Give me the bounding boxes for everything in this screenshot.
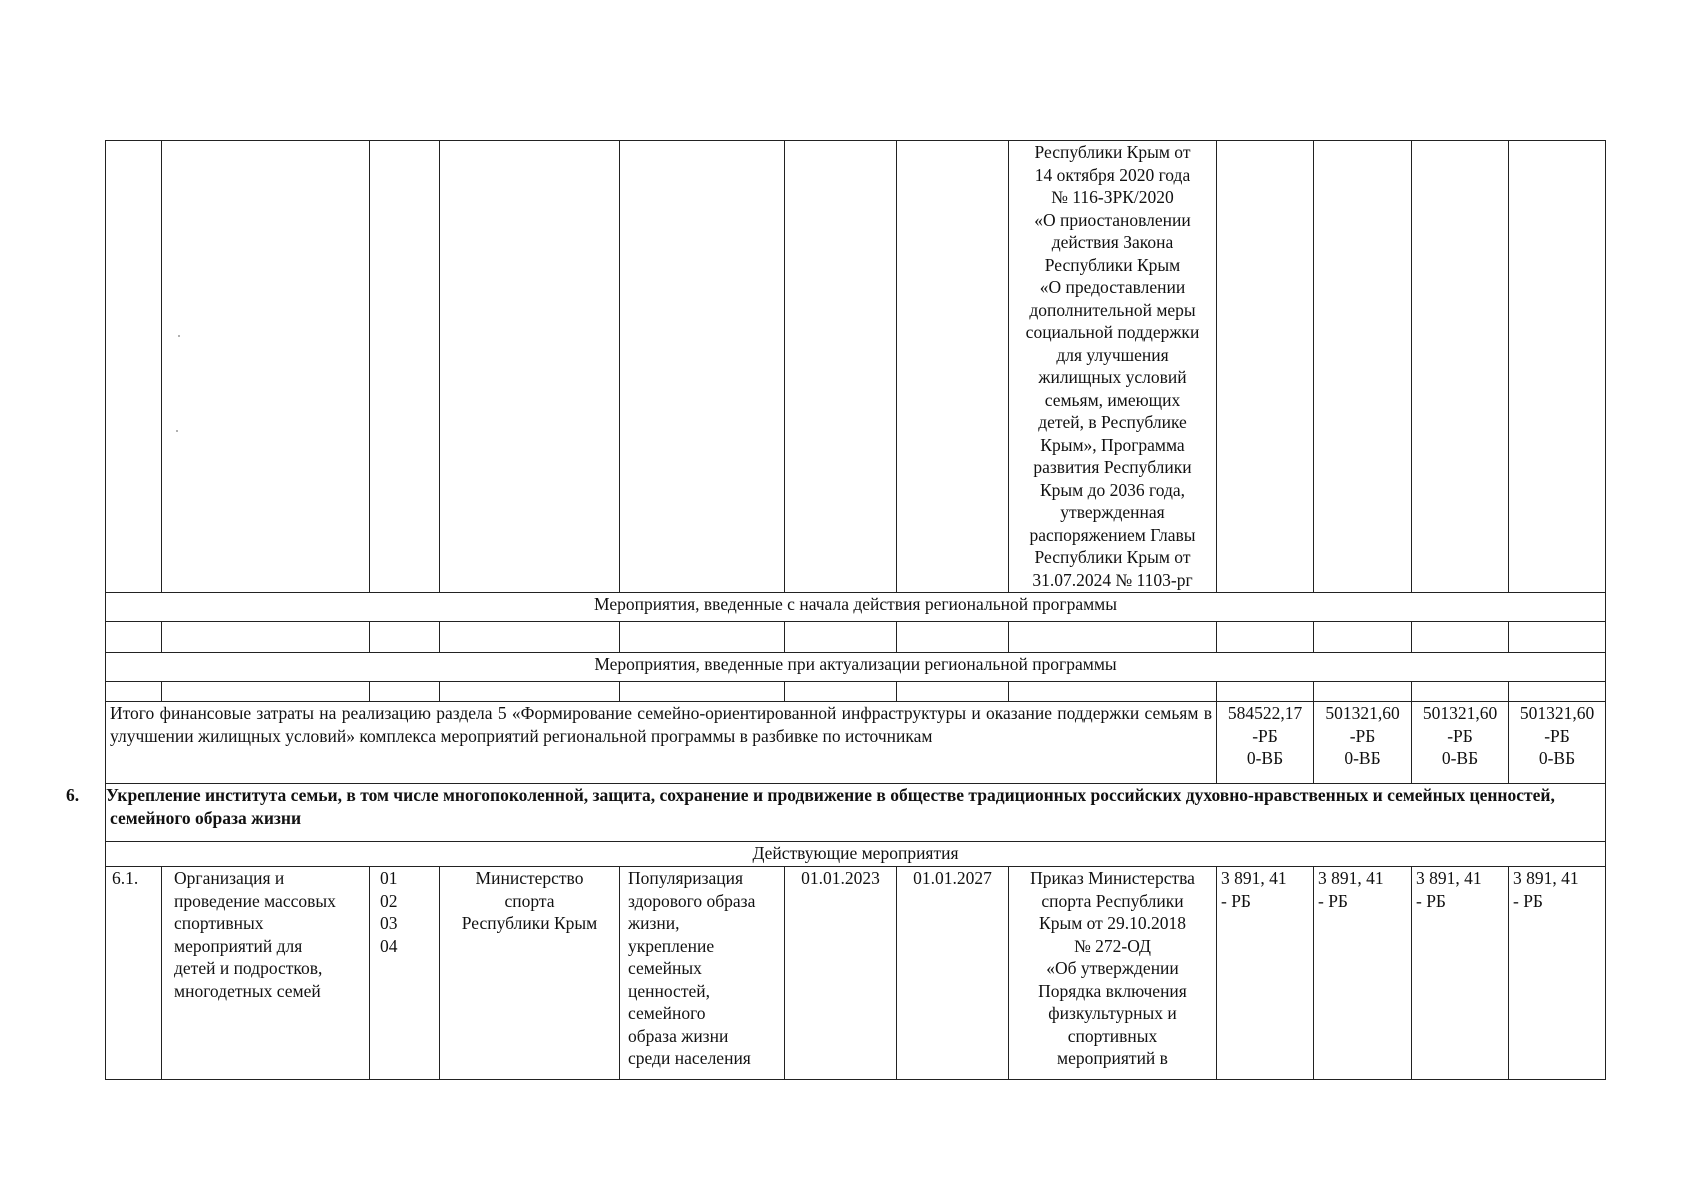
heading-6-row xyxy=(106,784,1606,842)
total-amount-1: 584522,17 -РБ 0-ВБ xyxy=(1217,702,1314,784)
legal-basis-line: детей, в Республике xyxy=(1038,412,1187,432)
legal-basis-line: Республики Крым xyxy=(1044,254,1181,275)
row-6-1-name xyxy=(162,867,370,1080)
legal-basis-line: Крым», Программа xyxy=(1040,434,1185,455)
row-6-1-basis-line: № 272-ОД xyxy=(1074,935,1151,956)
legal-basis-line: действия Закона xyxy=(1051,232,1174,252)
row-6-1-name-line: многодетных семей xyxy=(174,980,321,1001)
legal-basis-line: Крым до 2036 года, xyxy=(1039,479,1186,500)
measures-table xyxy=(66,140,1606,1080)
legal-basis-line: социальной поддержки xyxy=(1025,322,1200,342)
row-6-1-executor-line: спорта xyxy=(504,890,555,911)
continuation-row xyxy=(106,141,1606,593)
row-6-1-name-line: спортивных xyxy=(174,913,264,933)
legal-basis-text xyxy=(1013,141,1212,591)
legal-basis-line: № 116-ЗРК/2020 xyxy=(1051,187,1174,207)
row-6-1-basis xyxy=(1009,867,1217,1080)
row-6-1-basis-line: мероприятий в xyxy=(1057,1048,1168,1068)
row-6-1-amount-1: 3 891, 41 - РБ xyxy=(1217,867,1314,1080)
current-measures-row xyxy=(106,842,1606,867)
row-6-1-executor xyxy=(440,867,620,1080)
total-text: Итого финансовые затраты на реализацию раздела 5 «Формирование семейно-ориентированной инфраструктуры и оказание поддержки семьям в улучшении жилищных условий» комплекса мероприятий региональной программы в разбивке по источникам xyxy=(106,702,1217,784)
total-amount-3: 501321,60 -РБ 0-ВБ xyxy=(1412,702,1509,784)
heading-6 xyxy=(66,784,1606,842)
row-6-1-amount-2: 3 891, 41 - РБ xyxy=(1314,867,1412,1080)
legal-basis-line: «О предоставлении xyxy=(1039,277,1186,297)
section-title-update: Мероприятия, введенные при актуализации региональной программы xyxy=(106,653,1606,682)
total-amount-2: 501321,60 -РБ 0-ВБ xyxy=(1314,702,1412,784)
empty-row-update xyxy=(106,682,1606,702)
row-6-1-goal-line: Популяризация xyxy=(628,868,744,888)
row-6-1-name-line: мероприятий для xyxy=(174,935,303,956)
row-6-1-goal-line: среди населения xyxy=(628,1048,751,1068)
section-row-start xyxy=(106,593,1606,622)
row-6-1-basis-line: спорта Республики xyxy=(1041,890,1184,911)
cell-fin-1 xyxy=(1217,141,1314,593)
row-6-1-code: 04 xyxy=(380,935,398,956)
total-amount-4: 501321,60 -РБ 0-ВБ xyxy=(1509,702,1606,784)
cell-executor xyxy=(440,141,620,593)
row-6-1-goal-line: здорового образа xyxy=(628,890,756,911)
legal-basis-line: Республики Крым от xyxy=(1034,142,1191,162)
legal-basis-line: для улучшения xyxy=(1056,344,1169,365)
empty-row-start xyxy=(106,622,1606,653)
row-6-1-code: 03 xyxy=(380,913,398,933)
row-6-1-goal-line: образа жизни xyxy=(628,1025,729,1046)
legal-basis-line: семьям, имеющих xyxy=(1044,389,1181,410)
current-measures-title: Действующие мероприятия xyxy=(106,842,1606,867)
row-6-1-amount-4: 3 891, 41 - РБ xyxy=(1509,867,1606,1080)
row-6-1 xyxy=(106,867,1606,1080)
row-6-1-basis-line: Порядка включения xyxy=(1038,980,1187,1001)
row-6-1-code: 01 xyxy=(380,868,398,888)
cell-fin-2 xyxy=(1314,141,1412,593)
scan-speck xyxy=(178,335,180,337)
row-6-1-amount-3: 3 891, 41 - РБ xyxy=(1412,867,1509,1080)
total-row xyxy=(106,702,1606,784)
legal-basis-line: «О приостановлении xyxy=(1034,209,1191,230)
row-6-1-name-line: Организация и xyxy=(174,868,285,888)
row-6-1-codes xyxy=(370,867,440,1080)
row-6-1-goal-line: ценностей, xyxy=(628,980,710,1001)
row-6-1-goal-line: укрепление xyxy=(628,935,715,956)
row-6-1-basis-line: Приказ Министерства xyxy=(1030,868,1195,888)
row-6-1-executor-line: Республики Крым xyxy=(461,913,598,933)
legal-basis-line: жилищных условий xyxy=(1038,367,1187,387)
row-6-1-start: 01.01.2023 xyxy=(785,867,897,1080)
section-row-update xyxy=(106,653,1606,682)
cell-num xyxy=(106,141,162,593)
cell-start xyxy=(785,141,897,593)
row-6-1-goal-line: семейных xyxy=(628,958,702,978)
row-6-1-basis-line: Крым от 29.10.2018 xyxy=(1039,913,1186,933)
legal-basis-line: дополнительной меры xyxy=(1029,299,1196,320)
cell-goal xyxy=(620,141,785,593)
row-6-1-goal-line: семейного xyxy=(628,1003,706,1023)
scan-speck xyxy=(176,430,178,432)
row-6-1-num: 6.1. xyxy=(106,867,162,1080)
cell-name xyxy=(162,141,370,593)
row-6-1-goal xyxy=(620,867,785,1080)
row-6-1-name-line: детей и подростков, xyxy=(174,958,323,978)
cell-codes xyxy=(370,141,440,593)
cell-fin-4 xyxy=(1509,141,1606,593)
row-6-1-end: 01.01.2027 xyxy=(897,867,1009,1080)
legal-basis-line: утвержденная xyxy=(1060,502,1165,522)
row-6-1-basis-line: «Об утверждении xyxy=(1046,958,1179,978)
legal-basis-line: 14 октября 2020 года xyxy=(1034,164,1191,185)
row-6-1-executor-line: Министерство xyxy=(475,868,584,888)
heading-6-number: 6. xyxy=(66,785,80,805)
legal-basis-line: распоряжением Главы xyxy=(1029,524,1196,545)
row-6-1-name-line: проведение массовых xyxy=(174,890,336,911)
row-6-1-code: 02 xyxy=(380,890,398,911)
heading-6-text: Укрепление института семьи, в том числе многопоколенной, защита, сохранение и продвижение в обществе традиционных российских духовно-нравственных и семейных ценностей, семейного образа жизни xyxy=(106,785,1555,828)
cell-fin-3 xyxy=(1412,141,1509,593)
legal-basis-line: Республики Крым от xyxy=(1034,547,1191,567)
row-6-1-goal-line: жизни, xyxy=(628,913,680,933)
legal-basis-line: 31.07.2024 № 1103-рг xyxy=(1032,569,1193,590)
cell-end xyxy=(897,141,1009,593)
legal-basis-line: развития Республики xyxy=(1033,457,1192,477)
row-6-1-basis-line: спортивных xyxy=(1067,1025,1158,1046)
row-6-1-basis-line: физкультурных и xyxy=(1048,1003,1177,1023)
legal-basis-cell xyxy=(1009,141,1217,593)
section-title-start: Мероприятия, введенные с начала действия региональной программы xyxy=(106,593,1606,622)
